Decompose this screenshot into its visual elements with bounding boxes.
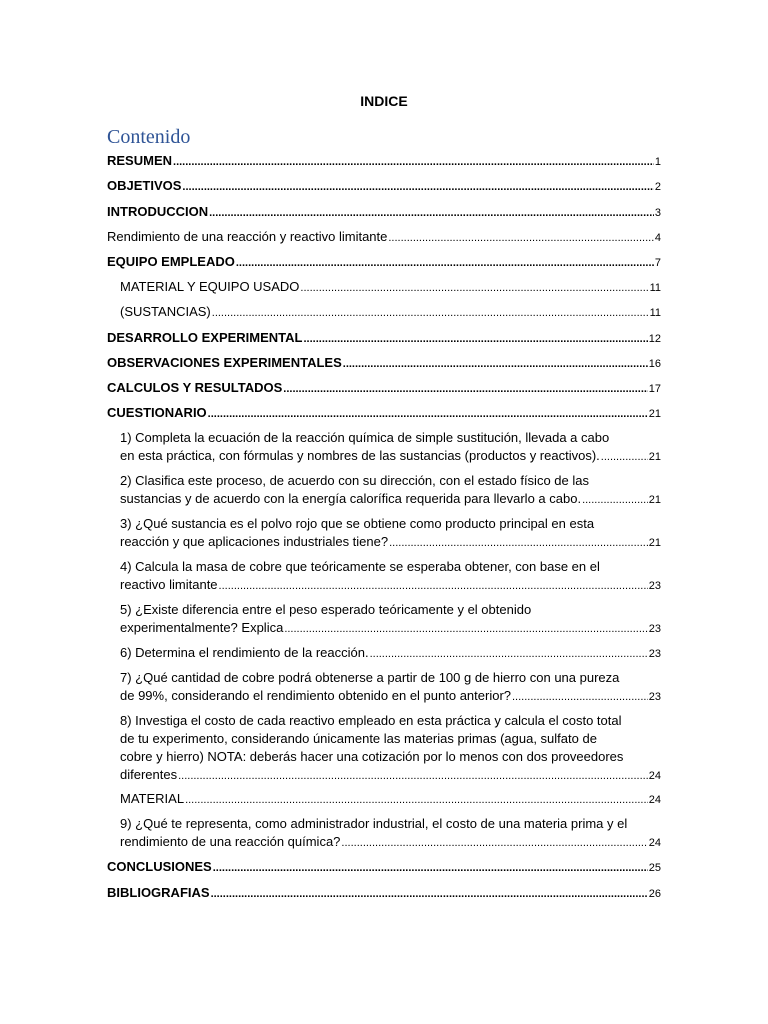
toc-entry-text: 3) ¿Qué sustancia es el polvo rojo que se obtiene como producto principal en esta — [120, 516, 595, 531]
toc-leader-dots — [388, 229, 654, 247]
toc-leader-dots — [284, 620, 647, 638]
toc-entry-text: CUESTIONARIO — [107, 405, 207, 420]
toc-entry-text: CALCULOS Y RESULTADOS — [107, 380, 283, 395]
toc-entry-text: experimentalmente? Explica — [120, 620, 284, 635]
toc-entry[interactable] — [107, 203, 661, 222]
toc-entry-text: sustancias y de acuerdo con la energía calorífica requerida para llevarlo a cabo. — [120, 491, 582, 506]
toc-entry-text: EQUIPO EMPLEADO — [107, 254, 235, 269]
toc-entry-last-line — [107, 228, 661, 247]
toc-entry-text: OBJETIVOS — [107, 178, 182, 193]
toc-entry[interactable] — [107, 177, 661, 196]
toc-entry-last-line — [107, 329, 661, 348]
toc-entry-last-line — [120, 687, 661, 706]
toc-entry-text: 1) Completa la ecuación de la reacción química de simple sustitución, llevada a cabo — [120, 430, 610, 445]
toc-entry[interactable] — [107, 228, 661, 247]
toc-leader-dots — [178, 767, 648, 785]
toc-leader-dots — [582, 491, 648, 509]
toc-entry-last-line — [120, 278, 661, 297]
toc-leader-dots — [512, 688, 648, 706]
toc-leader-dots — [304, 330, 648, 348]
toc-page-number: 23 — [648, 623, 661, 635]
toc-entry[interactable] — [107, 884, 661, 903]
toc-entry[interactable] — [120, 601, 661, 638]
toc-entry-text: MATERIAL — [120, 791, 185, 806]
toc-entry-last-line — [120, 766, 661, 785]
toc-entry-last-line — [120, 533, 661, 552]
toc-leader-dots — [211, 885, 648, 903]
toc-leader-dots — [601, 448, 648, 466]
toc-entry[interactable] — [120, 303, 661, 322]
toc-page-number: 7 — [654, 257, 661, 269]
toc-entry-last-line — [107, 152, 661, 171]
toc-entry-text: RESUMEN — [107, 153, 173, 168]
toc-entry-last-line — [107, 404, 661, 423]
toc-page-number: 1 — [654, 156, 661, 168]
toc-entry[interactable] — [120, 790, 661, 809]
toc-entry[interactable] — [107, 152, 661, 171]
toc-page-number: 2 — [654, 181, 661, 193]
toc-leader-dots — [341, 834, 647, 852]
toc-entry-text: OBSERVACIONES EXPERIMENTALES — [107, 355, 342, 370]
toc-entry-last-line — [120, 447, 661, 466]
toc-leader-dots — [185, 791, 648, 809]
toc-entry-text: 2) Clasifica este proceso, de acuerdo con su dirección, con el estado físico de las — [120, 473, 589, 488]
page-title: INDICE — [360, 93, 408, 109]
toc-entry[interactable] — [120, 515, 661, 552]
toc-entry-text: (SUSTANCIAS) — [120, 304, 211, 319]
toc-page-number: 11 — [649, 282, 661, 294]
toc-entry-text: CONCLUSIONES — [107, 859, 212, 874]
toc-entry-last-line — [107, 177, 661, 196]
toc-page-number: 23 — [648, 648, 661, 660]
toc-entry[interactable] — [120, 712, 661, 785]
toc-entry[interactable] — [107, 329, 661, 348]
toc-entry-last-line — [120, 619, 661, 638]
toc-leader-dots — [219, 577, 648, 595]
toc-entry-text: 7) ¿Qué cantidad de cobre podrá obtenerse a partir de 100 g de hierro con una pureza — [120, 670, 620, 685]
toc-entry-text: MATERIAL Y EQUIPO USADO — [120, 279, 300, 294]
toc-entry-text: diferentes — [120, 767, 178, 782]
toc-page-number: 16 — [648, 358, 661, 370]
toc-entry-text: DESARROLLO EXPERIMENTAL — [107, 330, 303, 345]
toc-page-number: 3 — [654, 207, 661, 219]
toc-leader-dots — [213, 859, 648, 877]
toc-entry[interactable] — [120, 278, 661, 297]
toc-leader-dots — [283, 380, 647, 398]
toc-entry-last-line — [120, 576, 661, 595]
toc-entry[interactable] — [107, 858, 661, 877]
toc-entry[interactable] — [107, 253, 661, 272]
toc-entry-text: 8) Investiga el costo de cada reactivo empleado en esta práctica y calcula el costo total — [120, 713, 622, 728]
toc-page-number: 21 — [648, 451, 661, 463]
toc-leader-dots — [212, 304, 649, 322]
toc-entry-last-line — [107, 354, 661, 373]
toc-entry-last-line — [120, 303, 661, 322]
toc-page-number: 26 — [648, 888, 661, 900]
toc-leader-dots — [182, 178, 653, 196]
toc-page-number: 21 — [648, 494, 661, 506]
toc-page-number: 24 — [648, 770, 661, 782]
toc-leader-dots — [300, 279, 648, 297]
toc-entry-last-line — [107, 379, 661, 398]
toc-leader-dots — [389, 534, 648, 552]
toc-entry-text: en esta práctica, con fórmulas y nombres de las sustancias (productos y reactivos). — [120, 448, 600, 463]
toc-entry-last-line — [107, 858, 661, 877]
toc-page-number: 4 — [654, 232, 661, 244]
toc-entry-text: 4) Calcula la masa de cobre que teóricamente se esperaba obtener, con base en el — [120, 559, 600, 574]
toc-entry-text: BIBLIOGRAFIAS — [107, 885, 210, 900]
toc-entry[interactable] — [120, 644, 661, 663]
toc-page-number: 21 — [648, 408, 661, 420]
toc-entry-text: Rendimiento de una reacción y reactivo limitante — [107, 229, 388, 244]
toc-entry-text: INTRODUCCION — [107, 204, 209, 219]
toc-page-number: 23 — [648, 580, 661, 592]
toc-page-number: 24 — [648, 794, 661, 806]
toc-page-number: 25 — [648, 862, 661, 874]
toc-entry[interactable] — [120, 472, 661, 509]
toc-entry[interactable] — [107, 379, 661, 398]
toc-entry-text: 6) Determina el rendimiento de la reacción. — [120, 645, 369, 660]
toc-entry[interactable] — [120, 558, 661, 595]
toc-page-number: 24 — [648, 837, 661, 849]
toc-page-number: 17 — [648, 383, 661, 395]
toc-entry-last-line — [120, 644, 661, 663]
toc-entry-text: reacción y que aplicaciones industriales tiene? — [120, 534, 389, 549]
toc-entry-last-line — [120, 490, 661, 509]
toc-entry-text: 5) ¿Existe diferencia entre el peso esperado teóricamente y el obtenido — [120, 602, 532, 617]
toc-entry-text: rendimiento de una reacción química? — [120, 834, 341, 849]
toc-entry-text: de tu experimento, considerando únicamente las materias primas (agua, sulfato de — [120, 731, 597, 746]
toc-leader-dots — [209, 204, 654, 222]
toc-entry-last-line — [107, 203, 661, 222]
toc-leader-dots — [208, 405, 648, 423]
toc-entry[interactable] — [120, 669, 661, 706]
toc-page-number: 21 — [648, 537, 661, 549]
toc-entry-text: reactivo limitante — [120, 577, 218, 592]
toc-entry-last-line — [120, 833, 661, 852]
toc-page-number: 12 — [648, 333, 661, 345]
toc-entry[interactable] — [107, 404, 661, 423]
toc-entry-text: cobre y hierro) NOTA: deberás hacer una cotización por lo menos con dos proveedores — [120, 749, 624, 764]
toc-leader-dots — [173, 153, 654, 171]
toc-entry-last-line — [107, 884, 661, 903]
toc-heading: Contenido — [107, 126, 191, 148]
toc-entry[interactable] — [120, 815, 661, 852]
toc-leader-dots — [236, 254, 654, 272]
toc-entry-text: 9) ¿Qué te representa, como administrador industrial, el costo de una materia prima y el — [120, 816, 628, 831]
toc-entry-last-line — [120, 790, 661, 809]
toc-page-number: 23 — [648, 691, 661, 703]
toc-page-number: 11 — [649, 307, 661, 319]
toc-leader-dots — [343, 355, 648, 373]
toc-entry[interactable] — [107, 354, 661, 373]
toc-leader-dots — [370, 645, 648, 663]
toc-entry-text: de 99%, considerando el rendimiento obtenido en el punto anterior? — [120, 688, 511, 703]
toc-entry-last-line — [107, 253, 661, 272]
toc-entry[interactable] — [120, 429, 661, 466]
